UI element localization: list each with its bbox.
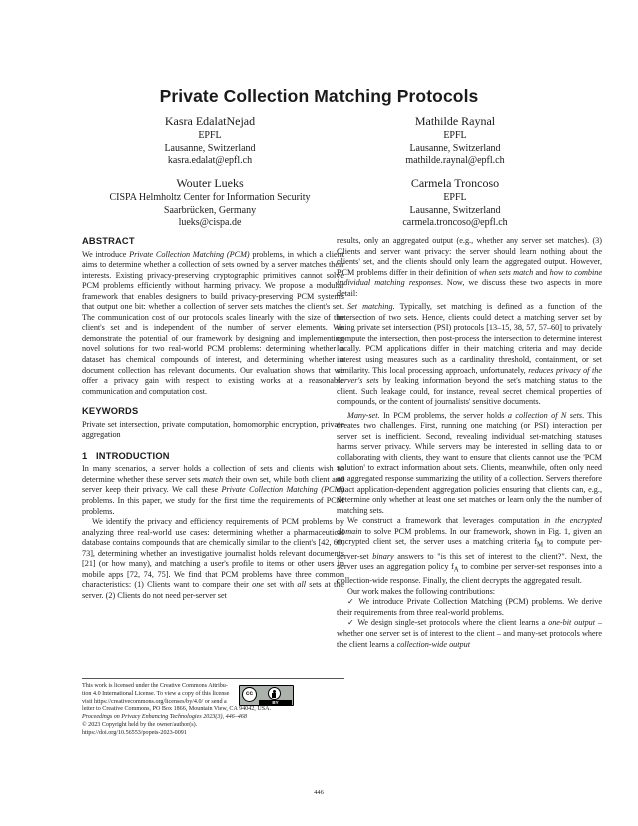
author-location: Saarbrücken, Germany — [163, 204, 257, 216]
abstract-heading: ABSTRACT — [82, 236, 135, 246]
author-affiliation: EPFL — [443, 130, 467, 141]
author-affiliation: EPFL — [198, 130, 222, 141]
contribution-item: ✓ We introduce Private Collection Matching (PCM) problems. We derive their requirements from three real-world problems. — [337, 597, 602, 617]
body-paragraph: We construct a framework that leverages computation in the encrypted domain to solve PCM problems. In our framework, shown in Fig. 1, given an encrypted client set, the server uses a matching criteria $f_M$ to compute per-server-set binary answers to "is this set of interest to the client?". Next, the server uses an aggregation policy $f_A$ to combine per server-set responses into a collection-wide response. Finally, the client decrypts the aggregated result. — [337, 516, 602, 586]
author-email: lueks@cispa.de — [178, 217, 242, 229]
intro-paragraph: In many scenarios, a server holds a collection of sets and clients wish to determine whether these server sets match their own set, while both client and server keep their privacy. We call these Private Collection Matching (PCM) problems. In this paper, we study for the first time the requirements of PCM problems. — [82, 464, 344, 516]
body-paragraph: Set matching. Typically, set matching is defined as a function of the intersection of two sets. Hence, clients could detect a matching server set by using private set intersection (PSI) protocols [13–15, 38, 57, 57–60] to privately compute the intersection, then post-process the intersection to determine interest locally. PCM applications differ in their matching criteria and may decide interest using measures such as a cardinality threshold, containment, or set similarity. This local processing approach, unfortunately, reduces privacy of the server's sets by leaking information beyond the set's matching status to the client. Such leakage could, for instance, reveal secret chemical properties of compounds, or the content of journalists' sensitive documents. — [337, 302, 602, 407]
page-number: 446 — [314, 789, 324, 796]
keywords-heading: KEYWORDS — [82, 406, 139, 417]
section-heading: 1 INTRODUCTION — [82, 450, 170, 461]
author-name: Kasra EdalatNejad — [164, 114, 256, 128]
author-affiliation: EPFL — [443, 192, 467, 203]
author-email: mathilde.raynal@epfl.ch — [405, 155, 505, 167]
body-paragraph: Our work makes the following contributions: — [347, 586, 496, 596]
contribution-item: ✓ We design single-set protocols where the client learns a one-bit output – whether one server set is of interest to the client – and many-set protocols where the client learns a collection-wide output — [337, 618, 602, 649]
intro-paragraph: We identify the privacy and efficiency requirements of PCM problems by analyzing three real-world use cases: determining whether a pharmaceutical database contains compounds that are chemically similar to the client's [42, 69, 73], determining whether an investigative journalist holds relevant documents [21] (or how many), and matching a user's profile to items or other users in mobile apps [72, 74, 75]. We find that PCM problems have three common characteristics: (1) Clients want to compare their one set with all sets at the server. (2) Clients do not need per-server set — [82, 517, 344, 600]
author-email: kasra.edalat@epfl.ch — [167, 155, 253, 167]
author-email: carmela.troncoso@epfl.ch — [402, 217, 508, 229]
cc-by-license-icon: cc BY — [239, 685, 294, 706]
body-paragraph: results, only an aggregated output (e.g., whether any server set matches). (3) Clients and server want privacy: the server should learn nothing about the clients' set, and the clients should only learn the aggregated output. However, PCM problems differ in their definition of when sets match and how to combine individual matching responses. Now, we discuss these two aspects in more detail: — [337, 236, 602, 298]
author-location: Lausanne, Switzerland — [164, 142, 256, 154]
author-affiliation: CISPA Helmholtz Center for Information Security — [109, 192, 311, 203]
author-block — [80, 114, 340, 168]
keywords-text: Private set intersection, private computation, homomorphic encryption, private aggregation — [82, 419, 344, 440]
author-location: Lausanne, Switzerland — [409, 142, 501, 154]
license-footnote: cc BY This work is licensed under the Creative Commons Attribu- tion 4.0 International License. To view a copy of this license visit https://creativecommons.org/licenses/by/4.0/ or send a letter to Creative Commons, PO Box 1866, Mountain View, CA 94042, USA. Proceedings on Privacy Enhancing Technologies 2023(3), 446–468 © 2023 Copyright held by the owner/author(s). https://doi.org/10.56553/popets-2023-0091 — [82, 678, 344, 738]
author-location: Lausanne, Switzerland — [409, 204, 501, 216]
author-name: Wouter Lueks — [176, 176, 244, 190]
abstract-text: We introduce Private Collection Matching (PCM) problems, in which a client aims to determine whether a collection of sets owned by a server matches their interests. Existing privacy-preserving cryptographic primitives cannot solve PCM problems efficiently without harming privacy. We propose a modular framework that enables designers to build privacy-preserving PCM systems that output one bit: whether a collection of server sets matches the client's set. The communication cost of our protocols scales linearly with the size of the client's set and is independent of the number of server elements. We demonstrate the potential of our framework by designing and implementing novel solutions for two real-world PCM problems: determining whether a dataset has chemical compounds of interest, and determining whether a document collection has relevant documents. Our evaluation shows that we offer a privacy gain with respect to existing works at a reasonable communication and computation cost. — [82, 249, 345, 396]
author-name: Carmela Troncoso — [410, 176, 500, 190]
paper-title: Private Collection Matching Protocols — [159, 86, 479, 106]
left-column — [82, 236, 344, 602]
author-block — [80, 176, 340, 230]
author-block — [325, 114, 585, 168]
body-paragraph: Many-set. In PCM problems, the server holds a collection of N sets. This creates two challenges. First, running one matching (or PSI) interaction per server set is inefficient. Second, revealing individual set-matching statuses harms server privacy. While servers may be interested in selling data to or collaborating with clients, they want to ensure that clients cannot use the 'PCM solution' to extract information about sets. Clients, meanwhile, often only need an aggregated response summarizing the utility of a collection. Servers therefore enact application-dependent aggregation policies ensuring that clients can, e.g., determine only whether at least one set matches or learn only the the number of matching sets. — [337, 410, 602, 515]
right-column — [337, 236, 602, 650]
author-name: Mathilde Raynal — [414, 114, 496, 128]
author-block — [325, 176, 585, 230]
